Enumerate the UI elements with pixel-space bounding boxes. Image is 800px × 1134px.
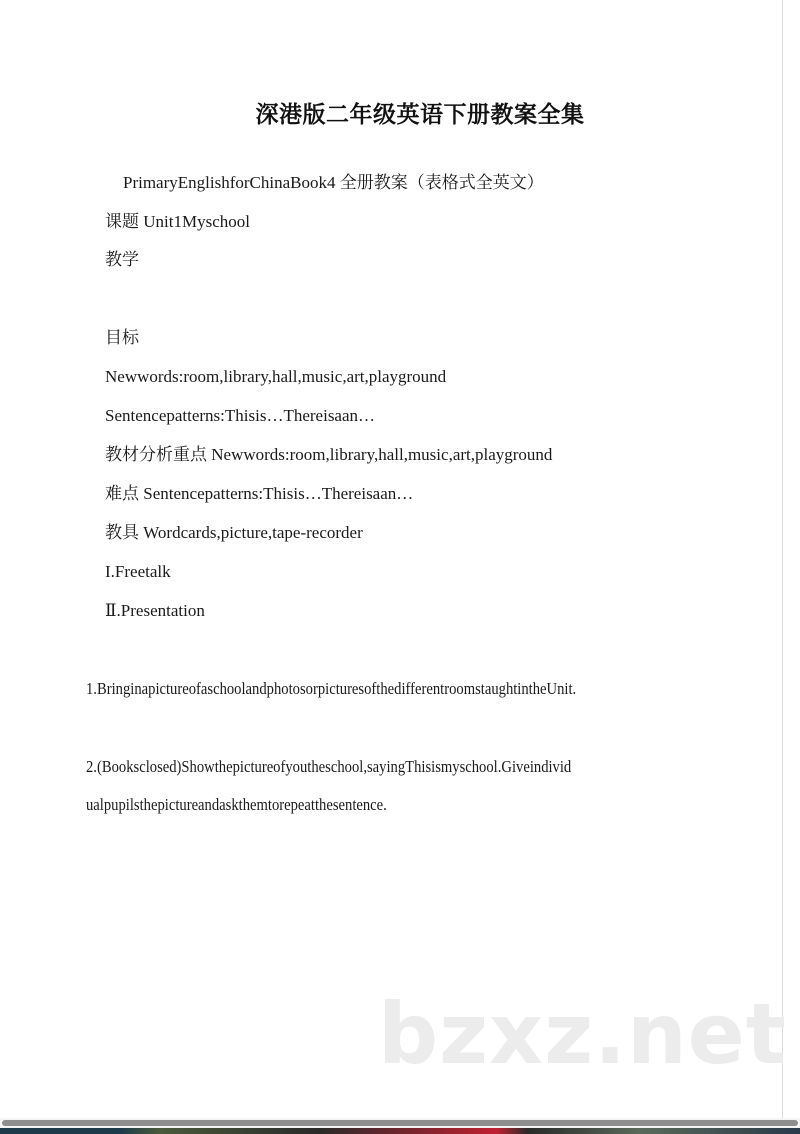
section-free-talk: I.Freetalk [105, 562, 171, 581]
document-title: 深港版二年级英语下册教案全集 [255, 102, 585, 128]
step-1-text: 1.BringinapictureofaschoolandphotosorpicturesofthedifferentroomstaughtintheUnit. [86, 679, 577, 698]
teaching-aids-line: 教具 Wordcards,picture,tape-recorder [105, 523, 363, 542]
section-presentation: Ⅱ.Presentation [105, 601, 205, 620]
sentence-patterns-line: Sentencepatterns:Thisis…Thereisaan… [105, 406, 376, 425]
difficulties-line: 难点 Sentencepatterns:Thisis…Thereisaan… [105, 484, 414, 503]
subtitle-line: PrimaryEnglishforChinaBook4 全册教案（表格式全英文） [123, 173, 544, 192]
teaching-label: 教学 [105, 250, 139, 269]
new-words-line: Newwords:room,library,hall,music,art,playground [105, 367, 447, 386]
horizontal-scrollbar[interactable] [0, 1118, 800, 1128]
watermark: bzxz.net [378, 985, 787, 1083]
step-2-text: 2.(Booksclosed)Showthepictureofyoutheschool,sayingThisismyschool.Giveindivid [86, 757, 572, 776]
objectives-label: 目标 [105, 328, 139, 347]
step-2-text-continued: ualpupilsthepictureandaskthemtorepeatthesentence. [86, 795, 387, 814]
desktop-background-strip [0, 1128, 800, 1134]
scrollbar-thumb[interactable] [2, 1120, 798, 1126]
lesson-topic: 课题 Unit1Myschool [105, 212, 250, 231]
key-points-line: 教材分析重点 Newwords:room,library,hall,music,art,playground [105, 445, 553, 464]
